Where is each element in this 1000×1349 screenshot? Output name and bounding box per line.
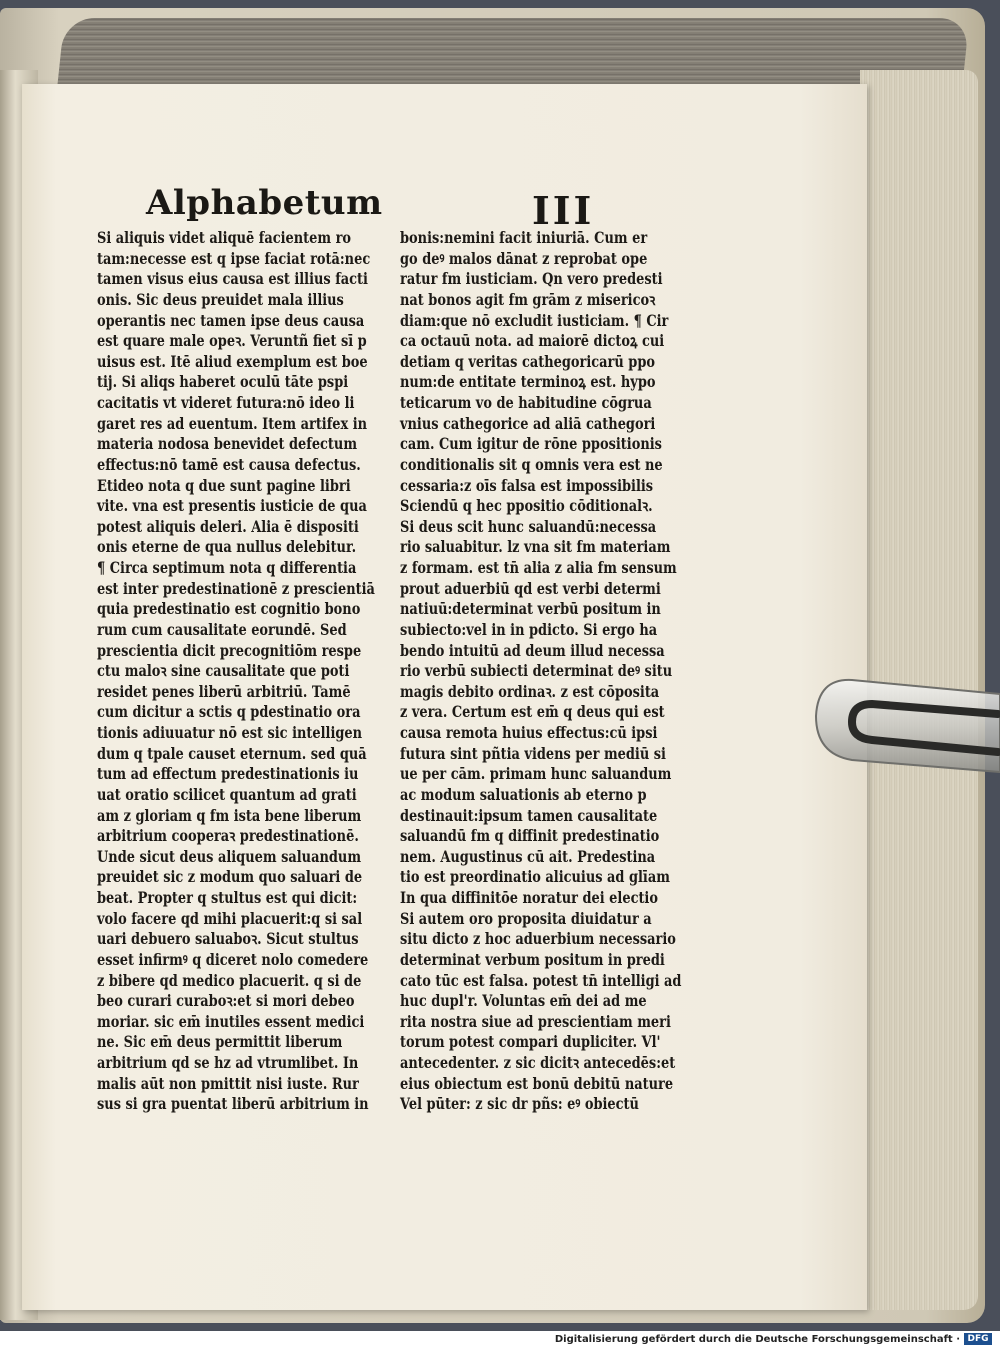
text-line: uisus est. Itē aliud exemplum est boe xyxy=(97,351,368,371)
text-line: Etideo nota q due sunt pagine libri xyxy=(97,475,351,495)
text-line: preuidet sic z modum quo saluari de xyxy=(97,867,363,887)
text-line: detiam q veritas cathegoricarū ppo xyxy=(400,351,656,371)
funding-credit: Digitalisierung gefördert durch die Deutsche Forschungsgemeinschaft · xyxy=(554,1334,960,1345)
text-line: ne. Sic em̄ deus permittit liberum xyxy=(97,1032,343,1052)
text-line: go deꝰ malos dānat z reprobat ope xyxy=(400,248,648,268)
text-line: ac modum saluationis ab eterno p xyxy=(400,784,647,804)
text-line: arbitrium cooperaꝛ predestinationē. xyxy=(97,826,359,846)
text-line: volo facere qd mihi placuerit:q si sal xyxy=(97,908,363,928)
text-line: ue per cām. primam hunc saluandum xyxy=(400,764,672,784)
text-line: destinauit:ipsum tamen causalitate xyxy=(400,805,658,825)
text-line: moriar. sic em̄ inutiles essent medici xyxy=(97,1011,365,1031)
text-line: tum ad effectum predestinationis iu xyxy=(97,764,359,784)
text-line: residet penes liberū arbitriū. Tamē xyxy=(97,681,351,701)
text-line: ratur fm iusticiam. Qn vero predesti xyxy=(400,269,663,289)
text-line: tio est preordinatio alicuius ad glīam xyxy=(400,867,670,887)
dfg-logo: DFG xyxy=(964,1333,992,1345)
text-line: prout aduerbiū qd est verbi determi xyxy=(400,578,661,598)
text-line: arbitrium qd se hz ad vtrumlibet. In xyxy=(97,1053,359,1072)
text-line: beo curari curaboꝛ:et si mori debeo xyxy=(97,991,355,1011)
text-line: Si deus scit hunc saluandū:necessa xyxy=(400,516,657,536)
text-line: quia predestinatio est cognitio bono xyxy=(97,599,361,619)
text-line: causa remota huius effectus:cū ipsi xyxy=(400,723,658,742)
text-line: rio saluabitur. lz vna sit fm materiam xyxy=(400,537,671,557)
text-line: cato tūc est falsa. potest tn̄ intelligi ad xyxy=(400,970,682,990)
text-line: teticarum vo de habitudine cōgrua xyxy=(400,393,652,412)
text-line: garet res ad euentum. Item artifex in xyxy=(97,413,368,433)
text-line: beat. Propter q stultus est qui dicit: xyxy=(97,888,358,907)
text-line: uat oratio scilicet quantum ad grati xyxy=(97,784,357,804)
text-line: potest aliquis deleri. Alia ē dispositi xyxy=(97,516,359,536)
text-line: est quare male opeꝛ. Veruntñ fiet sī p xyxy=(97,331,367,351)
text-line: Vel pūter: z sic dr pñs: eꝰ obiectū xyxy=(400,1094,639,1114)
text-line: bendo intuitū ad deum illud necessa xyxy=(400,640,665,660)
text-line: cessaria:z oīs falsa est impossibilis xyxy=(400,475,654,495)
text-line: Si aliquis videt aliquē facientem ro xyxy=(97,228,352,247)
text-line: ca octauū nota. ad maiorē dictoꝝ cui xyxy=(400,331,665,351)
text-line: rum cum causalitate eorundē. Sed xyxy=(97,619,347,639)
text-line: materia nodosa benevidet defectum xyxy=(97,434,358,454)
folio-number: III xyxy=(532,188,595,233)
text-line: effectus:nō tamē est causa defectus. xyxy=(97,454,361,474)
text-line: subiecto:vel in in pdicto. Si ergo ha xyxy=(400,619,658,639)
text-line: am z gloriam q fm ista bene liberum xyxy=(97,805,362,825)
text-line: z formam. est tn̄ alia z alia fm sensum xyxy=(400,558,677,577)
text-line: onis eterne de qua nullus delebitur. xyxy=(97,537,357,557)
text-line: onis. Sic deus preuidet mala illius xyxy=(97,289,344,309)
text-line: tionis adiuuatur nō est sic intelligen xyxy=(97,723,363,742)
text-line: rita nostra siue ad prescientiam meri xyxy=(400,1011,671,1031)
text-line: Unde sicut deus aliquem saluandum xyxy=(97,846,362,866)
text-line: tam:necesse est q ipse faciat rotā:nec xyxy=(97,248,371,268)
text-line: malis aūt non pmittit nisi iuste. Rur xyxy=(97,1073,359,1093)
text-line: sus si gra puentat liberū arbitrium in xyxy=(97,1094,369,1114)
text-line: diam:que nō excludit iusticiam. ¶ Cir xyxy=(400,310,669,330)
text-line: tamen visus eius causa est illius facti xyxy=(97,269,368,289)
page-clip-icon xyxy=(812,676,1000,774)
text-column-right xyxy=(400,228,700,1115)
text-line: esset infirmꝰ q diceret nolo comedere xyxy=(97,949,369,969)
text-line: bonis:nemini facit iniuriā. Cum er xyxy=(400,228,648,247)
text-line: vite. vna est presentis iusticie de qua xyxy=(97,496,367,516)
text-line: magis debito ordinaꝛ. z est cōposita xyxy=(400,681,660,701)
text-line: huc dupl'r. Voluntas em̄ dei ad me xyxy=(400,991,647,1011)
text-line: eius obiectum est bonū debitū nature xyxy=(400,1073,674,1093)
text-line: conditionalis sit q omnis vera est ne xyxy=(400,454,663,474)
text-line: est inter predestinationē z prescientiā xyxy=(97,578,375,598)
text-column-left xyxy=(97,228,397,1115)
text-line: uari debuero saluaboꝛ. Sicut stultus xyxy=(97,929,359,949)
text-line: Si autem oro proposita diuidatur a xyxy=(400,908,652,928)
text-line: cum dicitur a sctis q pdestinatio ora xyxy=(97,702,361,722)
text-line: z bibere qd medico placuerit. q si de xyxy=(97,970,362,990)
text-line: Sciendū q hec ppositio cōditionalꝛ. xyxy=(400,496,653,516)
text-line: saluandū fm q diffinit predestinatio xyxy=(400,826,660,846)
text-line: cacitatis vt videret futura:nō ideo li xyxy=(97,393,355,412)
text-line: tij. Si aliqs haberet oculū tāte pspi xyxy=(97,372,349,392)
text-line: ctu maloꝛ sine causalitate que poti xyxy=(97,661,350,681)
text-line: ¶ Circa septimum nota q differentia xyxy=(97,558,357,577)
text-line: nat bonos agit fm grām z misericoꝛ xyxy=(400,289,656,309)
text-line: determinat verbum positum in predi xyxy=(400,949,665,969)
text-line: nem. Augustinus cū ait. Predestina xyxy=(400,846,656,866)
text-line: rio verbū subiecti determinat deꝰ situ xyxy=(400,661,673,681)
text-line: natiuū:determinat verbū positum in xyxy=(400,599,661,619)
text-line: vnius cathegorice ad aliā cathegori xyxy=(400,413,656,433)
text-line: dum q tpale causet eternum. sed quā xyxy=(97,743,367,763)
text-line: num:de entitate terminoꝝ est. hypo xyxy=(400,372,656,392)
text-line: prescientia dicit precognitiōm respe xyxy=(97,640,362,660)
text-line: cam. Cum igitur de rōne ppositionis xyxy=(400,434,662,454)
text-line: operantis nec tamen ipse deus causa xyxy=(97,310,365,330)
text-line: torum potest compari dupliciter. Vl' xyxy=(400,1032,661,1052)
text-line: z vera. Certum est em̄ q deus qui est xyxy=(400,702,665,722)
text-line: antecedenter. z sic dicitꝛ antecedēs:et xyxy=(400,1053,676,1072)
running-head: Alphabetum xyxy=(146,183,383,223)
text-line: futura sint pñtia videns per mediū si xyxy=(400,743,666,763)
text-line: situ dicto z hoc aduerbium necessario xyxy=(400,929,676,949)
text-line: In qua diffinitōe noratur dei electio xyxy=(400,888,658,907)
